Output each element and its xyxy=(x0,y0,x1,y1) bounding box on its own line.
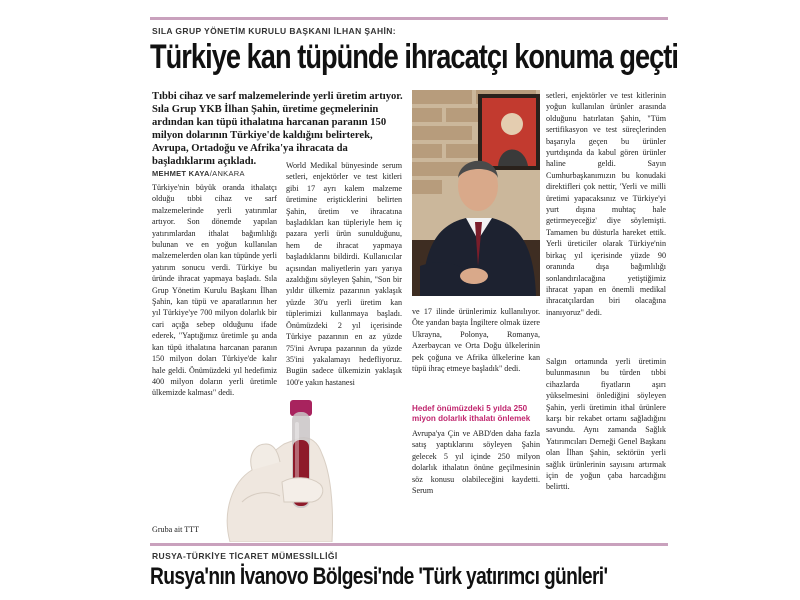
portrait-illustration xyxy=(412,90,540,296)
byline-location: /ANKARA xyxy=(209,169,245,178)
page-title: Türkiye kan tüpünde ihracatçı konuma geçti xyxy=(150,38,678,76)
column-3-subhead: Hedef önümüzdeki 5 yılda 250 miyon dolarlık ithalatı önlemek xyxy=(412,404,531,423)
bottom-kicker: RUSYA-TÜRKİYE TİCARET MÜMESSİLLİĞİ xyxy=(152,551,338,561)
column-3-text: ve 17 ilinde ürünlerimiz kullanılıyor. Öte yandan başta İngiltere olmak üzere Ukrayna, Polonya, Romanya, Azerbaycan ve Orta Doğu ülkelerinin pek çoğuna ve Afrika ülkelerine kan tüpü ihraç etmeye başladık" dedi. xyxy=(412,307,540,374)
column-4-text: setleri, enjektörler ve test kitlerinin yoğun kullanılan ürünler arasında olduğunu hatırlatan Şahin, "Tüm sertifikasyon ve test süreçlerinden başarıyla geçen bu ürünler yurtdışında da kabul gören ürünler haline geldi. Sayın Cumhurbaşkanımızın bu konudaki direktifleri çok nettir, 'Yerli ve milli üretimi yapacaksınız ve Türkiye'yi yurt dışına muhtaç hale getirmeyeceğiz' diye söylemişti. Tamamen bu düsturla hareket ettik. Yerli üreticiler olarak Türkiye'nin birkaç yıl içerisinde yüzde 90 oranında dışa bağımlılığı sonlandırılacağına yetiştiğimiz ihracat yapan en önemli medikal ihracatçılardan biri olacağına inanıyoruz" dedi. xyxy=(546,91,666,317)
lead-paragraph: Tıbbi cihaz ve sarf malzemelerinde yerli üretim artıyor. Sıla Grup YKB İlhan Şahin, üretime geçmelerinin ardından kan tüpü ithalatına harcanan paranın 150 milyon dolarının Türkiye'de kaldığını belirterek, Avrupa, Ortadoğu ve Afrika'ya ihracata da başladıklarını açıkladı. xyxy=(152,91,403,167)
column-2-text: World Medikal bünyesinde serum setleri, enjektörler ve test kitleri gibi 17 ayrı kalem malzeme üretimine erişticklerini belirten Şahin, üretim ve ihracatına başladıkları kan tüpleriyle hem iç pazara yerli ürün sunulduğunu, hem de ihracat yapmaya başladıklarını bildirdi. Kullanıcılar açısından maliyetlerin yarı yarıya azaldığını söyleyen Şahin, "Son bir yıldır ülkemiz pazarının yaklaşık yüzde 30'u yerli üretim kan tüplerimizi kullanmaya başladı. Önümüzdeki 2 yıl içerisinde Türkiye pazarının en az yüzde 75'ini Avrupa pazarının da yüzde 35'ini yakalamayı hedefliyoruz. Bugün sadece ülkemizin yaklaşık 100'e yakın hastanesi xyxy=(286,161,402,387)
byline xyxy=(152,169,245,178)
article-column-4 xyxy=(546,90,666,352)
article-column-3b xyxy=(412,428,540,538)
top-kicker: SILA GRUP YÖNETİM KURULU BAŞKANI İLHAN ŞAHİN: xyxy=(152,26,397,36)
column-1-end: Gruba ait TTT xyxy=(152,525,200,534)
bottom-rule xyxy=(150,543,668,546)
column-4b-text: Salgın ortamında yerli üretimin bulunmasının bu türden tıbbi cihazlarda fiyatların aşırı yükselmesini önlediğini söyleyen Şahin, yerli üretimin ithal ürünlere karşı bir rekabet ortamı sağladığını savundu. Aynı zamanda Sağlık Yatırımcıları Derneği Genel Başkanı olan İlhan Şahin, sektörün yerli sağlık ürünlerinin sayısını artırmak için de yoğun çaba harcadığını belirtti. xyxy=(546,357,666,492)
bottom-headline: Rusya'nın İvanovo Bölgesi'nde 'Türk yatırımcı günleri' xyxy=(150,563,608,590)
top-rule xyxy=(150,17,668,20)
article-column-2 xyxy=(286,160,402,546)
article-column-4b xyxy=(546,356,666,542)
column-3b-text: Avrupa'ya Çin ve ABD'den daha fazla satış yaptıklarını söyleyen Şahin gelecek 5 yıl içinde 250 milyon dolarlık ithalatın önüne geçilmesinin söz konusu olabileceğini kaydetti. Serum xyxy=(412,429,540,496)
column-1-text: Türkiye'nin büyük oranda ithalatçı olduğu tıbbi cihaz ve sarf malzemelerinde yerli yatırımlar artıyor. Son dönemde yapılan yatırımlardan ithalat bağımlılığı bulunan ve en yoğun kullanılan malzemelerden olan kan tüpünde yerli yatırım sonucu verdi. Türkiye bu üründe ihracat yapmaya başladı. Sıla Grup Yönetim Kurulu Başkanı İlhan Şahin, kan tüpü ve aparatlarının her yıl Türkiye'ye 700 milyon dolarlık bir cari açığa sebep olduğunu ifade ederek, "Yaptığımız üretimle şu anda kan tüpü ithalatına harcanan paranın 150 milyon doları Türkiye'de kalır hale geldi. Önümüzdeki yıl hedefimiz 400 milyon doların yerli üretimle ülkemizde kalması" dedi. xyxy=(152,183,277,398)
byline-name: MEHMET KAYA xyxy=(152,169,210,178)
portrait-photo xyxy=(412,90,540,296)
article-column-3 xyxy=(412,306,540,398)
